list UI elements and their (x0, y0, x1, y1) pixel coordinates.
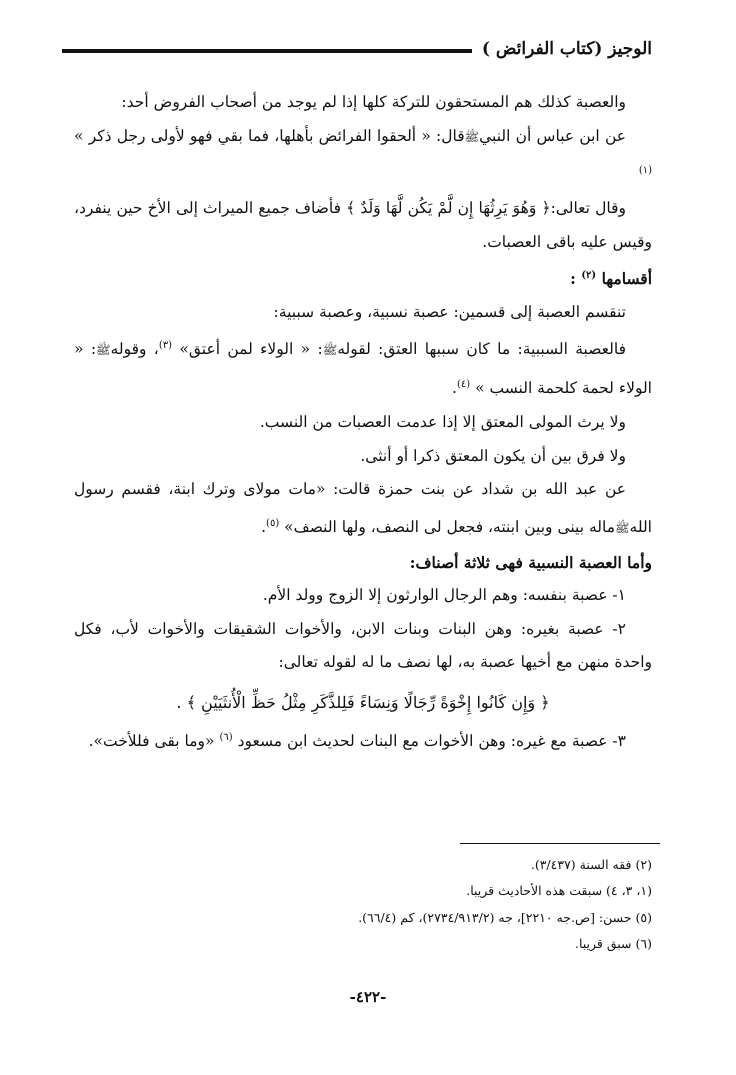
salutation-glyph: ﷺ (464, 129, 480, 144)
paragraph (74, 329, 652, 406)
heading-colon: : (570, 269, 576, 289)
salutation-glyph: ﷺ (96, 343, 111, 358)
header-rule (62, 49, 472, 53)
text-run: عن ابن عباس أن النبي (479, 126, 626, 145)
footnote-ref: (٤) (456, 379, 471, 391)
text-run: . (176, 692, 182, 712)
paragraph: تنقسم العصبة إلى قسمين: عصبة نسبية، وعصبة سببية: (273, 302, 626, 321)
paragraph: والعصبة كذلك هم المستحقون للتركة كلها إذا لم يوجد من أصحاب الفروض أحد: (121, 93, 626, 111)
text-run: . (452, 379, 457, 398)
text-run: ، وقوله (110, 340, 159, 359)
paragraph (74, 473, 652, 545)
text-run: : « الولاء لمن أعتق» (179, 340, 323, 359)
footnote-separator (460, 843, 660, 844)
text-run: «وما بقى فللأخت». (88, 732, 215, 751)
text-run: : « الولاء لحمة كلحمة النسب » (74, 340, 652, 398)
list-item: ١- عصبة بنفسه: وهم الرجال الوارثون إلا الزوج وولد الأم. (262, 586, 626, 605)
section-heading: وأما العصبة النسبية فهى ثلاثة أصناف: (409, 552, 652, 572)
footnote: (٢) فقه السنة (٣/٤٣٧). (530, 857, 652, 872)
section-heading (74, 259, 652, 296)
text-run: قال: « ألحقوا الفرائض بأهلها، فما بقي فهو لأولى رجل ذكر » (74, 126, 465, 145)
running-header (62, 32, 652, 66)
salutation-glyph: ﷺ (615, 520, 630, 535)
paragraph (74, 120, 652, 192)
footnote-ref: (٣) (158, 340, 173, 352)
quran-verse-line (74, 680, 652, 722)
footnote: (٥) حسن: [ص.جه ٢٢١٠]، جه (٢٧٣٤/٩١٣/٢)، كم (٦٦/٤). (358, 909, 652, 925)
paragraph (74, 192, 652, 259)
footnote-ref: (٥) (266, 517, 280, 529)
paragraph: ولا فرق بين أن يكون المعتق ذكرا أو أنثى. (360, 446, 626, 465)
main-text (74, 86, 652, 759)
text-run: فأضاف جميع الميراث إلى الأخ حين ينفرد، وقيس عليه باقى العصبات. (74, 198, 652, 251)
list-item (74, 721, 652, 759)
footnote-ref: (٢) (581, 270, 597, 282)
salutation-glyph: ﷺ (322, 343, 338, 358)
paragraph: ولا يرث المولى المعتق إلا إذا عدمت العصبات من النسب. (259, 412, 626, 431)
footnote: (٦) سبق قريبا. (574, 935, 652, 951)
text-run: ماله بينى وبين ابنته، فجعل لى النصف، ولها النصف» (284, 517, 616, 536)
text-run: فالعصبة السببية: ما كان سببها العتق: لقوله (337, 340, 627, 359)
list-item: ٢- عصبة بغيره: وهن البنات وبنات الابن، والأخوات الشقيقات والأخوات لأب، فكل واحدة منهن مع أخيها عصبة به، لها نصف ما له لقوله تعالى: (74, 619, 652, 672)
text-run: . (261, 517, 267, 536)
text-run: وقال تعالى: (550, 198, 626, 217)
footnote-ref: (٦) (219, 732, 233, 744)
heading-text: أقسامها (601, 269, 652, 289)
page-number: -٤٢٢- (349, 988, 387, 1006)
text-run: ٣- عصبة مع غيره: وهن الأخوات مع البنات لحديث ابن مسعود (237, 732, 626, 751)
quran-verse: ﴿ وَهُوَ يَرِثُهَا إِن لَّمْ يَكُن لَّهَا وَلَدٌ ﴾ (346, 198, 551, 217)
header-title: الوجيز (كتاب الفرائض ) (481, 39, 652, 59)
footnotes (74, 852, 652, 957)
footnote-ref: (١) (638, 165, 652, 177)
text-run: عن عبد الله بن شداد عن بنت حمزة قالت: «مات مولاى وترك ابنة، فقسم رسول الله (74, 480, 652, 536)
quran-verse: ﴿ وَإِن كَانُوا إِخْوَةً رِّجَالًا وَنِسَاءً فَلِلذَّكَرِ مِثْلُ حَظِّ الْأُنثَيَيْنِ ﴾ (186, 692, 550, 712)
footnote: (١، ٣، ٤) سبقت هذه الأحاديث قريبا. (466, 883, 652, 899)
